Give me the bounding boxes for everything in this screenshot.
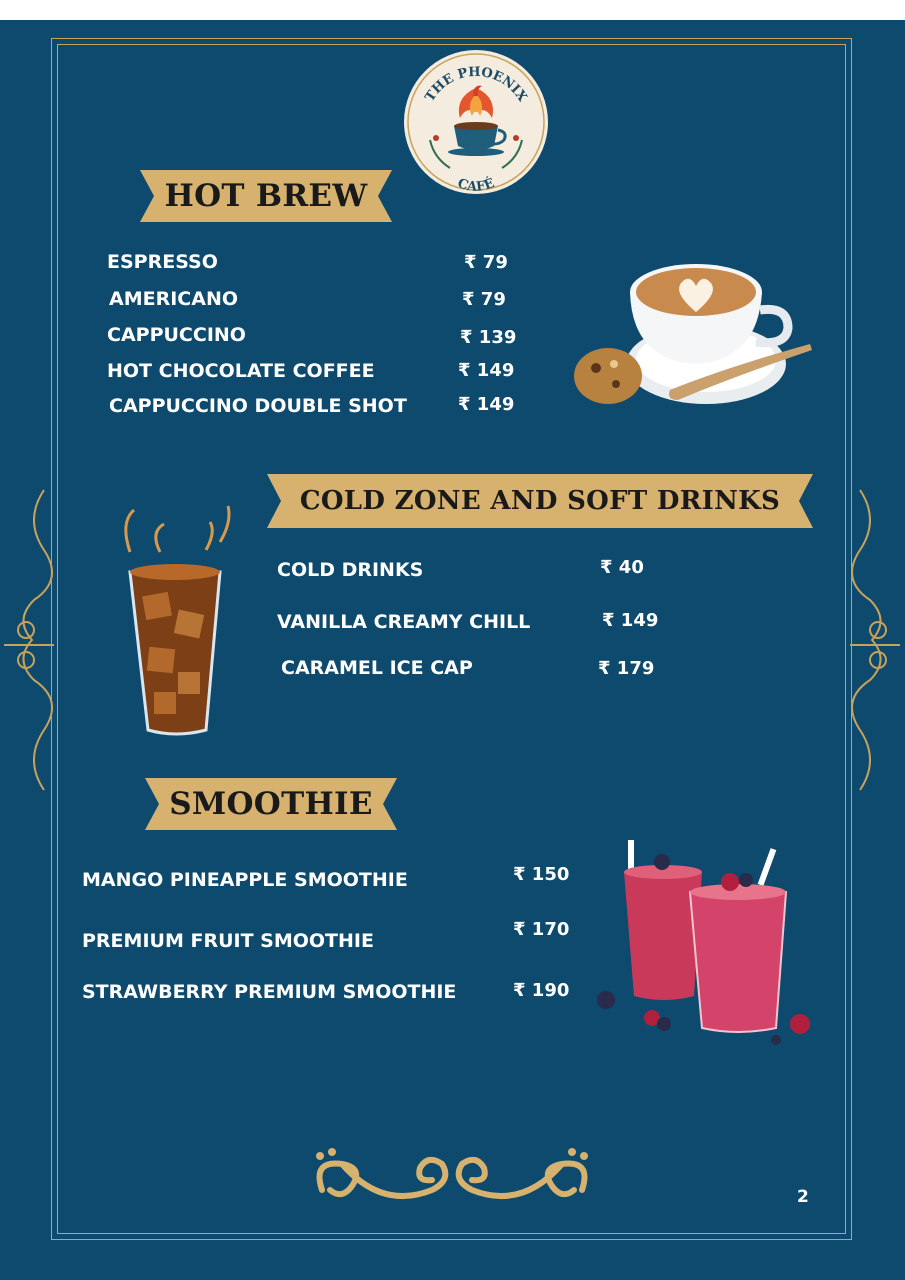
smoothie-title: SMOOTHIE <box>169 786 373 822</box>
menu-item-price: ₹ 79 <box>464 252 508 273</box>
menu-item-price: ₹ 190 <box>513 980 570 1001</box>
iced-drink-image <box>120 502 232 740</box>
right-ornament <box>850 490 900 790</box>
smoothie-banner <box>145 778 397 830</box>
menu-item-price: ₹ 79 <box>462 289 506 310</box>
menu-item-price: ₹ 150 <box>513 864 570 885</box>
menu-item-name: COLD DRINKS <box>277 559 424 581</box>
phoenix-cafe-logo <box>404 48 548 196</box>
cold-zone-title: COLD ZONE AND SOFT DRINKS <box>299 486 781 516</box>
menu-item-name: CAPPUCCINO <box>107 324 246 346</box>
berry-smoothie-image <box>594 836 814 1032</box>
menu-item-price: ₹ 179 <box>598 658 655 679</box>
cappuccino-cup-image <box>574 248 812 410</box>
menu-item-name: CAPPUCCINO DOUBLE SHOT <box>109 395 407 417</box>
menu-item-price: ₹ 40 <box>600 557 644 578</box>
menu-item-name: MANGO PINEAPPLE SMOOTHIE <box>82 869 408 891</box>
menu-item-name: ESPRESSO <box>107 251 218 273</box>
bottom-ornament <box>312 1150 592 1214</box>
menu-item-name: HOT CHOCOLATE COFFEE <box>107 360 375 382</box>
cold-zone-banner <box>267 474 813 528</box>
menu-item-name: AMERICANO <box>109 288 238 310</box>
menu-item-name: CARAMEL ICE CAP <box>281 657 473 679</box>
page-number: 2 <box>797 1187 809 1207</box>
menu-item-price: ₹ 149 <box>458 394 515 415</box>
menu-item-price: ₹ 170 <box>513 919 570 940</box>
hot-brew-title: HOT BREW <box>164 178 368 214</box>
menu-item-price: ₹ 149 <box>602 610 659 631</box>
menu-page <box>0 20 905 1280</box>
menu-item-price: ₹ 149 <box>458 360 515 381</box>
left-ornament <box>4 490 54 790</box>
menu-item-price: ₹ 139 <box>460 327 517 348</box>
hot-brew-banner <box>140 170 392 222</box>
logo-top-text: THE PHOENIX <box>422 64 530 105</box>
menu-item-name: STRAWBERRY PREMIUM SMOOTHIE <box>82 981 457 1003</box>
menu-item-name: PREMIUM FRUIT SMOOTHIE <box>82 930 374 952</box>
logo-bottom-text: CAFÉ <box>455 176 497 195</box>
menu-item-name: VANILLA CREAMY CHILL <box>277 611 531 633</box>
